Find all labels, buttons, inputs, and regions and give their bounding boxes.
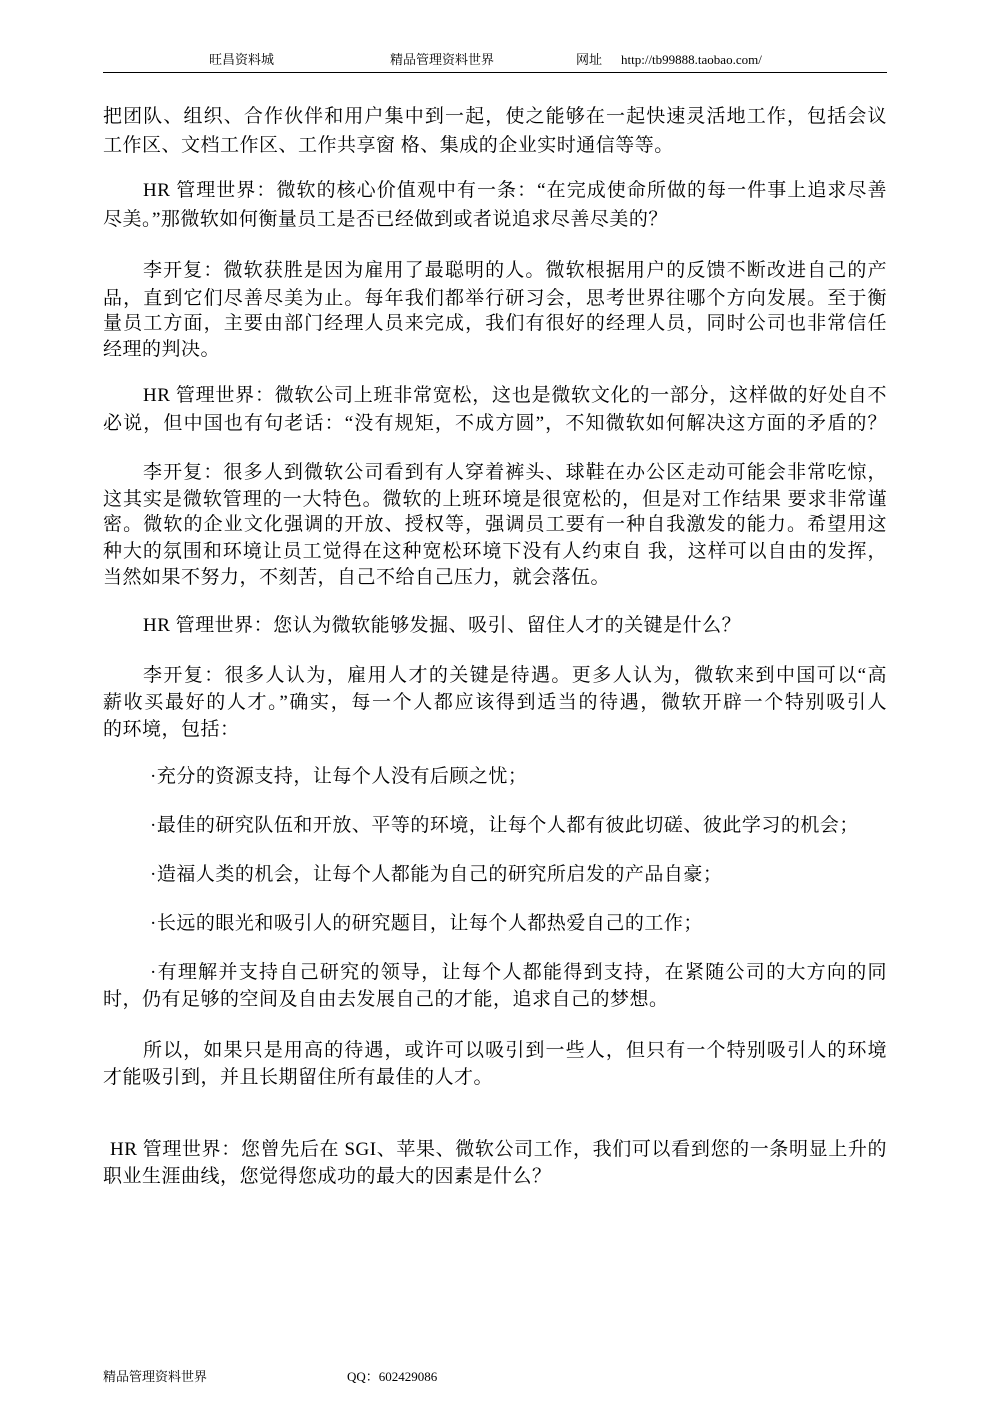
- paragraph-line: 才能吸引到，并且长期留住所有最佳的人才。: [103, 1067, 494, 1088]
- bullet-item: ·最佳的研究队伍和开放、平等的环境，让每个人都有彼此切磋、彼此学习的机会；: [150, 815, 859, 836]
- paragraph-line: HR 管理世界：微软的核心价值观中有一条：“在完成使命所做的每一件事上追求尽善: [143, 180, 887, 201]
- paragraph-line: 所以，如果只是用高的待遇，或许可以吸引到一些人，但只有一个特别吸引人的环境: [143, 1040, 887, 1061]
- paragraph-line: 职业生涯曲线，您觉得您成功的最大的因素是什么？: [103, 1166, 552, 1187]
- bullet-item: ·长远的眼光和吸引人的研究题目，让每个人都热爱自己的工作；: [150, 913, 703, 934]
- paragraph-line: 工作区、文档工作区、工作共享窗 格、集成的企业实时通信等等。: [103, 135, 674, 156]
- paragraph-line: 品，直到它们尽善尽美为止。每年我们都举行研习会，思考世界往哪个方向发展。至于衡: [103, 288, 887, 309]
- paragraph-line: 李开复：很多人到微软公司看到有人穿着裤头、球鞋在办公区走动可能会非常吃惊，: [143, 462, 887, 483]
- paragraph-line: 的环境，包括：: [103, 719, 240, 740]
- paragraph-line: 密。微软的企业文化强调的开放、授权等，强调员工要有一种自我激发的能力。希望用这: [103, 514, 887, 535]
- paragraph-line: 尽美。”那微软如何衡量员工是否已经做到或者说追求尽善尽美的？: [103, 209, 668, 230]
- paragraph-line: 必说，但中国也有句老话：“没有规矩，不成方圆”，不知微软如何解决这方面的矛盾的？: [103, 413, 887, 434]
- footer-site-name: 精品管理资料世界: [103, 1369, 208, 1384]
- bullet-item: ·造福人类的机会，让每个人都能为自己的研究所启发的产品自豪；: [150, 864, 723, 885]
- paragraph-line: 经理的判决。: [103, 339, 221, 360]
- paragraph-line: 李开复：微软获胜是因为雇用了最聪明的人。微软根据用户的反馈不断改进自己的产: [143, 260, 887, 281]
- paragraph-line: HR 管理世界：微软公司上班非常宽松，这也是微软文化的一部分，这样做的好处自不: [143, 385, 887, 406]
- paragraph-line: 李开复：很多人认为，雇用人才的关键是待遇。更多人认为，微软来到中国可以“高: [143, 665, 887, 686]
- paragraph-line: HR 管理世界：您认为微软能够发掘、吸引、留住人才的关键是什么？: [143, 615, 742, 636]
- header-rule: [103, 72, 887, 73]
- header-url-label: 网址: [576, 52, 603, 67]
- footer-qq: QQ：602429086: [347, 1369, 438, 1384]
- bullet-item: ·充分的资源支持，让每个人没有后顾之忧；: [150, 766, 528, 787]
- header-url: http://tb99888.taobao.com/: [621, 52, 762, 67]
- header-site-name: 旺昌资料城: [209, 52, 275, 67]
- paragraph-line: 把团队、组织、合作伙伴和用户集中到一起，使之能够在一起快速灵活地工作，包括会议: [103, 106, 887, 127]
- paragraph-line: 薪收买最好的人才。”确实，每一个人都应该得到适当的待遇，微软开辟一个特别吸引人: [103, 692, 887, 713]
- header-slogan: 精品管理资料世界: [390, 52, 495, 67]
- paragraph-line: 种大的氛围和环境让员工觉得在这种宽松环境下没有人约束自 我，这样可以自由的发挥，: [103, 541, 887, 562]
- paragraph-line: 量员工方面，主要由部门经理人员来完成，我们有很好的经理人员，同时公司也非常信任: [103, 313, 887, 334]
- paragraph-line: 这其实是微软管理的一大特色。微软的上班环境是很宽松的，但是对工作结果 要求非常谨: [103, 489, 887, 510]
- paragraph-line: HR 管理世界：您曾先后在 SGI、苹果、微软公司工作，我们可以看到您的一条明显上升的: [110, 1139, 887, 1160]
- bullet-item: ·有理解并支持自己研究的领导，让每个人都能得到支持，在紧随公司的大方向的同: [150, 962, 887, 983]
- bullet-item-continuation: 时，仍有足够的空间及自由去发展自己的才能，追求自己的梦想。: [103, 989, 669, 1010]
- paragraph-line: 当然如果不努力，不刻苦，自己不给自己压力，就会落伍。: [103, 567, 611, 588]
